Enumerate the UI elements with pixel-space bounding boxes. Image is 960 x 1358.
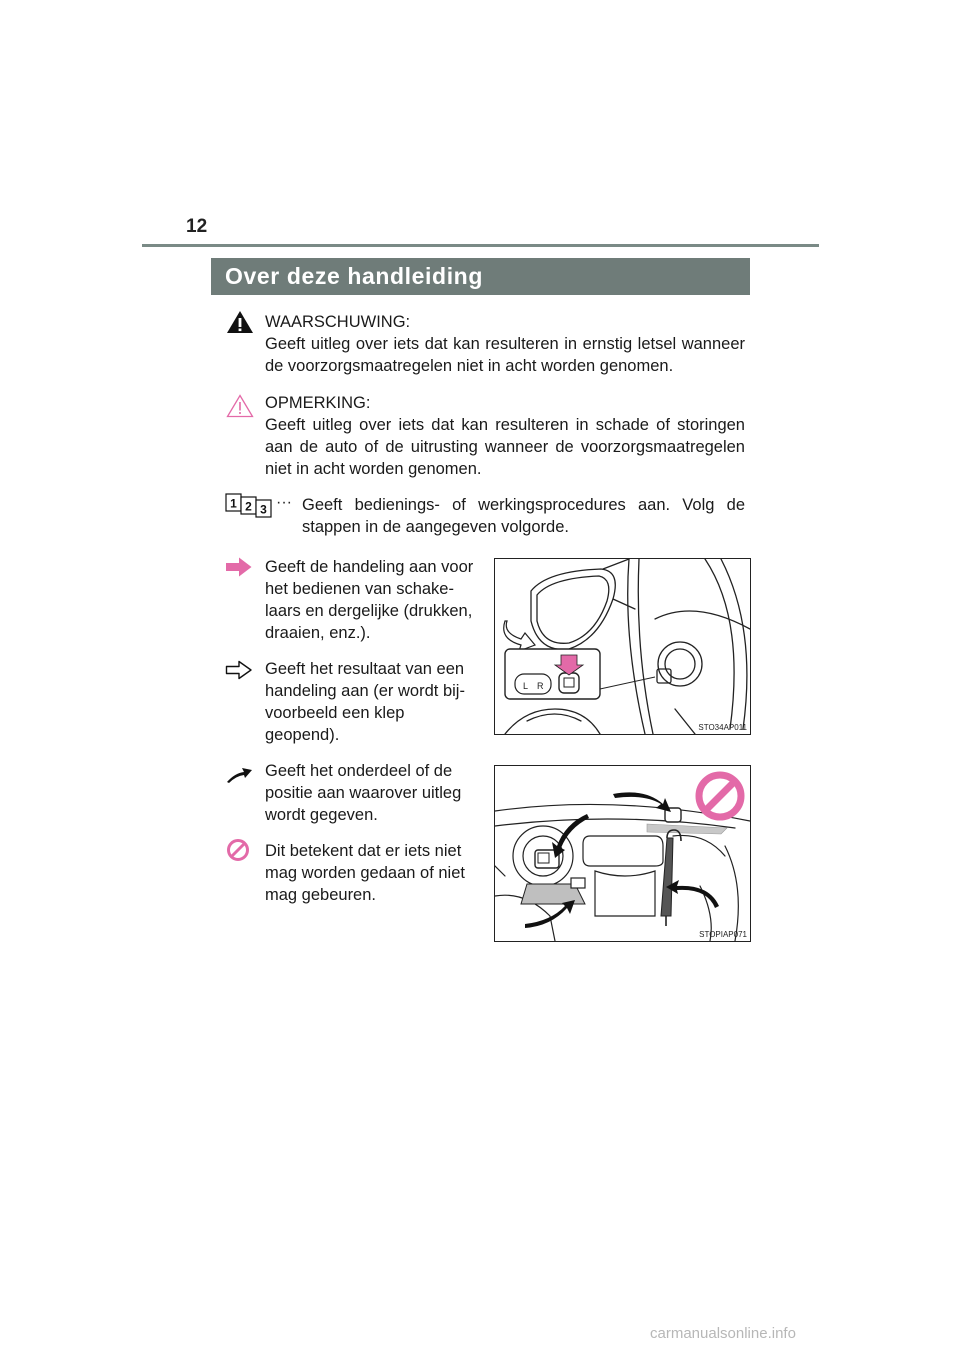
action-text: Geeft de handeling aan voor het bedienen van schakelaars en dergelijke (drukken, draaien, enz.). [265, 558, 474, 642]
step-number-2: 2 [245, 499, 252, 514]
mirror-illustration [495, 559, 750, 734]
warning-label: WAARSCHUWING: [265, 313, 411, 331]
warning-text: Geeft uitleg over iets dat kan resulteren in ernstig letsel wanneer de voorzorgsmaatregelen niet in acht worden genomen. [265, 335, 745, 375]
result-text: Geeft het resultaat van een handeling aan (er wordt bijvoorbeeld een klep geopend). [265, 660, 465, 744]
step-number-1: 1 [230, 496, 237, 511]
watermark: carmanualsonline.info [650, 1325, 796, 1342]
result-arrow-icon [225, 659, 253, 681]
prohibited-text: Dit betekent dat er iets niet mag worden gedaan of niet mag gebeuren. [265, 842, 465, 904]
caution-outline-icon [226, 394, 254, 418]
mirror-switch-right-label: R [537, 681, 544, 691]
warning-icon [226, 310, 254, 334]
pointer-arrow-icon [225, 766, 253, 784]
interior-figure-code: STOPIAP071 [699, 930, 747, 939]
page-number: 12 [186, 216, 208, 237]
pointer-text: Geeft het onderdeel of de positie aan waarover uitleg wordt gegeven. [265, 762, 462, 824]
notice-text: Geeft uitleg over iets dat kan resulteren in schade of storingen aan de auto of de uitrusting wanneer de voorzorgsmaatregelen niet in acht worden genomen. [265, 416, 745, 478]
notice-label: OPMERKING: [265, 394, 371, 412]
step-numbers-icon [225, 492, 275, 518]
interior-figure [494, 765, 751, 942]
mirror-figure-code: STO34AP011 [698, 723, 747, 732]
step-number-3: 3 [260, 502, 267, 517]
interior-illustration [495, 766, 750, 941]
action-arrow-icon [225, 556, 253, 578]
mirror-adjust-figure [494, 558, 751, 735]
mirror-switch-left-label: L [523, 681, 529, 691]
steps-ellipsis: ··· [276, 494, 292, 511]
section-header [211, 258, 750, 295]
warning-entry [265, 311, 745, 377]
steps-text: Geeft bedienings- of werkingsprocedures aan. Volg de stappen in de aangegeven volgorde. [302, 496, 745, 536]
prohibited-icon [226, 838, 250, 862]
notice-entry [265, 392, 745, 480]
section-title: Over deze handleiding [225, 263, 483, 289]
header-rule [142, 244, 819, 247]
